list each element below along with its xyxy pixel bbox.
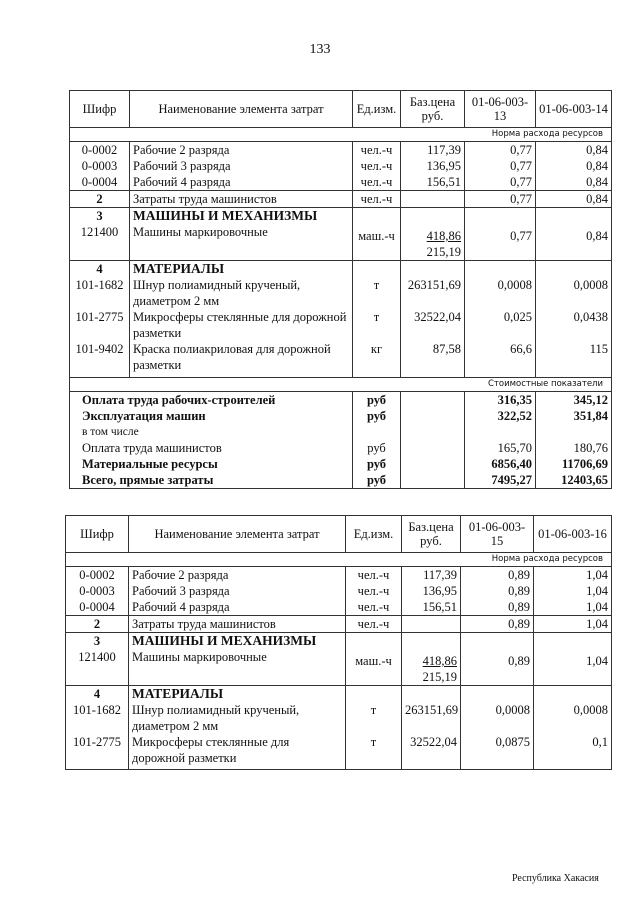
row-unit: чел.-ч: [353, 158, 401, 174]
table-row: [66, 599, 612, 616]
row-unit: чел.-ч: [353, 174, 401, 191]
cost-unit: руб: [353, 456, 401, 472]
cost-a: 6856,40: [465, 456, 536, 472]
row-unit: маш.-ч: [346, 649, 402, 686]
table-row: [70, 174, 612, 191]
row-name: Микросферы стеклянные для дорожной разметки: [130, 309, 353, 341]
row-b: 0,84: [536, 224, 612, 261]
header-name: Наименование элемента затрат: [130, 91, 353, 128]
price-numerator: 418,86: [426, 229, 461, 243]
row-b: 115: [536, 341, 612, 378]
row-price: 32522,04: [402, 734, 461, 770]
row-a: 0,89: [461, 616, 534, 633]
row-price: [402, 616, 461, 633]
cost-row: [70, 472, 612, 489]
price-denominator: 215,19: [422, 670, 457, 684]
row-unit: чел.-ч: [353, 142, 401, 159]
row-unit: т: [346, 702, 402, 734]
row-code: 0-0002: [70, 142, 130, 159]
table-row: [70, 277, 612, 309]
row-code: 101-2775: [70, 309, 130, 341]
row-code: 2: [70, 191, 130, 208]
section-code: 4: [70, 261, 130, 278]
cost-b: 351,84: [536, 408, 612, 424]
row-a: 0,025: [465, 309, 536, 341]
footer-region: Республика Хакасия: [512, 873, 599, 884]
row-name: Рабочие 2 разряда: [130, 142, 353, 159]
table-row: [66, 702, 612, 734]
cost-row: [70, 424, 612, 440]
row-code: 0-0004: [66, 599, 129, 616]
row-price: 87,58: [401, 341, 465, 378]
row-name: Рабочие 2 разряда: [129, 567, 346, 584]
section-machines: [66, 633, 612, 650]
table-row: [70, 224, 612, 261]
row-b: 0,0008: [534, 702, 612, 734]
row-price: 263151,69: [401, 277, 465, 309]
cost-name: Оплата труда машинистов: [70, 440, 353, 456]
cost-row: [70, 408, 612, 424]
table-header-row: [66, 516, 612, 553]
row-a: 0,77: [465, 174, 536, 191]
row-name: Краска полиакриловая для дорожной разметки: [130, 341, 353, 378]
row-code: 2: [66, 616, 129, 633]
table-row: [70, 341, 612, 378]
row-a: 0,77: [465, 158, 536, 174]
table-header-row: [70, 91, 612, 128]
header-code: Шифр: [66, 516, 129, 553]
row-unit: чел.-ч: [346, 567, 402, 584]
row-price: 32522,04: [401, 309, 465, 341]
cost-b: 345,12: [536, 392, 612, 409]
cost-a: 165,70: [465, 440, 536, 456]
cost-a: 322,52: [465, 408, 536, 424]
row-a: 0,77: [465, 191, 536, 208]
row-name: Шнур полиамидный крученый, диаметром 2 мм: [130, 277, 353, 309]
cost-name: Материальные ресурсы: [70, 456, 353, 472]
section-machines: [70, 208, 612, 225]
row-a: 0,0008: [465, 277, 536, 309]
cost-name: Оплата труда рабочих-строителей: [70, 392, 353, 409]
row-code: 101-2775: [66, 734, 129, 770]
header-col-b: 01-06-003-14: [536, 91, 612, 128]
section-materials: [70, 261, 612, 278]
table-row: [66, 567, 612, 584]
band-cost: Стоимостные показатели: [70, 378, 612, 392]
row-a: 0,89: [461, 599, 534, 616]
row-price: [401, 191, 465, 208]
row-price: 117,39: [402, 567, 461, 584]
section-code: 3: [70, 208, 130, 225]
row-a: 0,77: [465, 224, 536, 261]
table-row: [70, 142, 612, 159]
row-price: 156,51: [401, 174, 465, 191]
row-code: 0-0004: [70, 174, 130, 191]
header-unit: Ед.изм.: [346, 516, 402, 553]
row-b: 0,0008: [536, 277, 612, 309]
row-b: 1,04: [534, 583, 612, 599]
cost-row: [70, 392, 612, 409]
row-unit: чел.-ч: [346, 599, 402, 616]
row-unit: чел.-ч: [346, 616, 402, 633]
cost-row: [70, 456, 612, 472]
row-b: 1,04: [534, 567, 612, 584]
page-number: 133: [309, 42, 331, 57]
row-code: 101-1682: [66, 702, 129, 734]
cost-name: Эксплуатация машин: [70, 408, 353, 424]
row-code: 121400: [66, 649, 129, 686]
band-norm: Норма расхода ресурсов: [66, 553, 612, 567]
header-price: Баз.цена руб.: [401, 91, 465, 128]
header-col-a: 01-06-003-13: [465, 91, 536, 128]
row-name: Шнур полиамидный крученый, диаметром 2 мм: [129, 702, 346, 734]
table-row: [70, 309, 612, 341]
row-name: Машины маркировочные: [130, 224, 353, 261]
cost-b: 11706,69: [536, 456, 612, 472]
table-row: [70, 158, 612, 174]
band-norm: Норма расхода ресурсов: [70, 128, 612, 142]
row-code: 101-9402: [70, 341, 130, 378]
row-name: Рабочий 4 разряда: [130, 174, 353, 191]
cost-b: 12403,65: [536, 472, 612, 489]
row-b: 0,84: [536, 174, 612, 191]
row-name: Рабочий 3 разряда: [130, 158, 353, 174]
header-unit: Ед.изм.: [353, 91, 401, 128]
row-price: [402, 649, 461, 686]
row-price: 136,95: [401, 158, 465, 174]
header-price: Баз.цена руб.: [402, 516, 461, 553]
row-code: 101-1682: [70, 277, 130, 309]
row-name: Рабочий 4 разряда: [129, 599, 346, 616]
cost-unit: руб: [353, 472, 401, 489]
row-code: 121400: [70, 224, 130, 261]
row-name: Затраты труда машинистов: [129, 616, 346, 633]
row-price: 156,51: [402, 599, 461, 616]
row-b: 0,84: [536, 158, 612, 174]
cost-name: Всего, прямые затраты: [70, 472, 353, 489]
row-code: 0-0003: [70, 158, 130, 174]
row-price: [401, 224, 465, 261]
cost-a: 7495,27: [465, 472, 536, 489]
row-b: 0,84: [536, 142, 612, 159]
row-code: 0-0003: [66, 583, 129, 599]
row-unit: кг: [353, 341, 401, 378]
row-b: 1,04: [534, 616, 612, 633]
row-a: 0,89: [461, 583, 534, 599]
row-unit: т: [353, 277, 401, 309]
section-title: МАТЕРИАЛЫ: [129, 686, 346, 703]
row-name: Микросферы стеклянные для дорожной разметки: [129, 734, 346, 770]
cost-unit: руб: [353, 408, 401, 424]
section-code: 4: [66, 686, 129, 703]
row-unit: т: [353, 309, 401, 341]
row-a: 0,89: [461, 649, 534, 686]
row-a: 66,6: [465, 341, 536, 378]
header-name: Наименование элемента затрат: [129, 516, 346, 553]
row-a: 0,77: [465, 142, 536, 159]
table-row-operators: [66, 616, 612, 633]
row-a: 0,0008: [461, 702, 534, 734]
cost-b: 180,76: [536, 440, 612, 456]
section-code: 3: [66, 633, 129, 650]
price-numerator: 418,86: [422, 654, 457, 668]
row-name: Машины маркировочные: [129, 649, 346, 686]
cost-unit: руб: [353, 440, 401, 456]
row-unit: чел.-ч: [346, 583, 402, 599]
row-name: Затраты труда машинистов: [130, 191, 353, 208]
cost-name: в том числе: [70, 424, 353, 440]
cost-row: [70, 440, 612, 456]
header-col-b: 01-06-003-16: [534, 516, 612, 553]
row-a: 0,0875: [461, 734, 534, 770]
section-materials: [66, 686, 612, 703]
row-unit: чел.-ч: [353, 191, 401, 208]
section-title: МАШИНЫ И МЕХАНИЗМЫ: [130, 208, 353, 225]
row-unit: т: [346, 734, 402, 770]
section-title: МАТЕРИАЛЫ: [130, 261, 353, 278]
table-row-operators: [70, 191, 612, 208]
cost-a: 316,35: [465, 392, 536, 409]
row-unit: маш.-ч: [353, 224, 401, 261]
table-row: [66, 649, 612, 686]
row-price: 263151,69: [402, 702, 461, 734]
section-title: МАШИНЫ И МЕХАНИЗМЫ: [129, 633, 346, 650]
price-denominator: 215,19: [426, 245, 461, 259]
resource-norms-table-2: [65, 515, 612, 770]
cost-unit: руб: [353, 392, 401, 409]
row-price: 117,39: [401, 142, 465, 159]
table-row: [66, 734, 612, 770]
header-code: Шифр: [70, 91, 130, 128]
row-price: 136,95: [402, 583, 461, 599]
row-b: 0,84: [536, 191, 612, 208]
row-b: 1,04: [534, 649, 612, 686]
row-a: 0,89: [461, 567, 534, 584]
header-col-a: 01-06-003-15: [461, 516, 534, 553]
row-code: 0-0002: [66, 567, 129, 584]
row-b: 0,0438: [536, 309, 612, 341]
row-b: 1,04: [534, 599, 612, 616]
row-b: 0,1: [534, 734, 612, 770]
table-row: [66, 583, 612, 599]
resource-norms-table-1: [69, 90, 612, 489]
row-name: Рабочий 3 разряда: [129, 583, 346, 599]
